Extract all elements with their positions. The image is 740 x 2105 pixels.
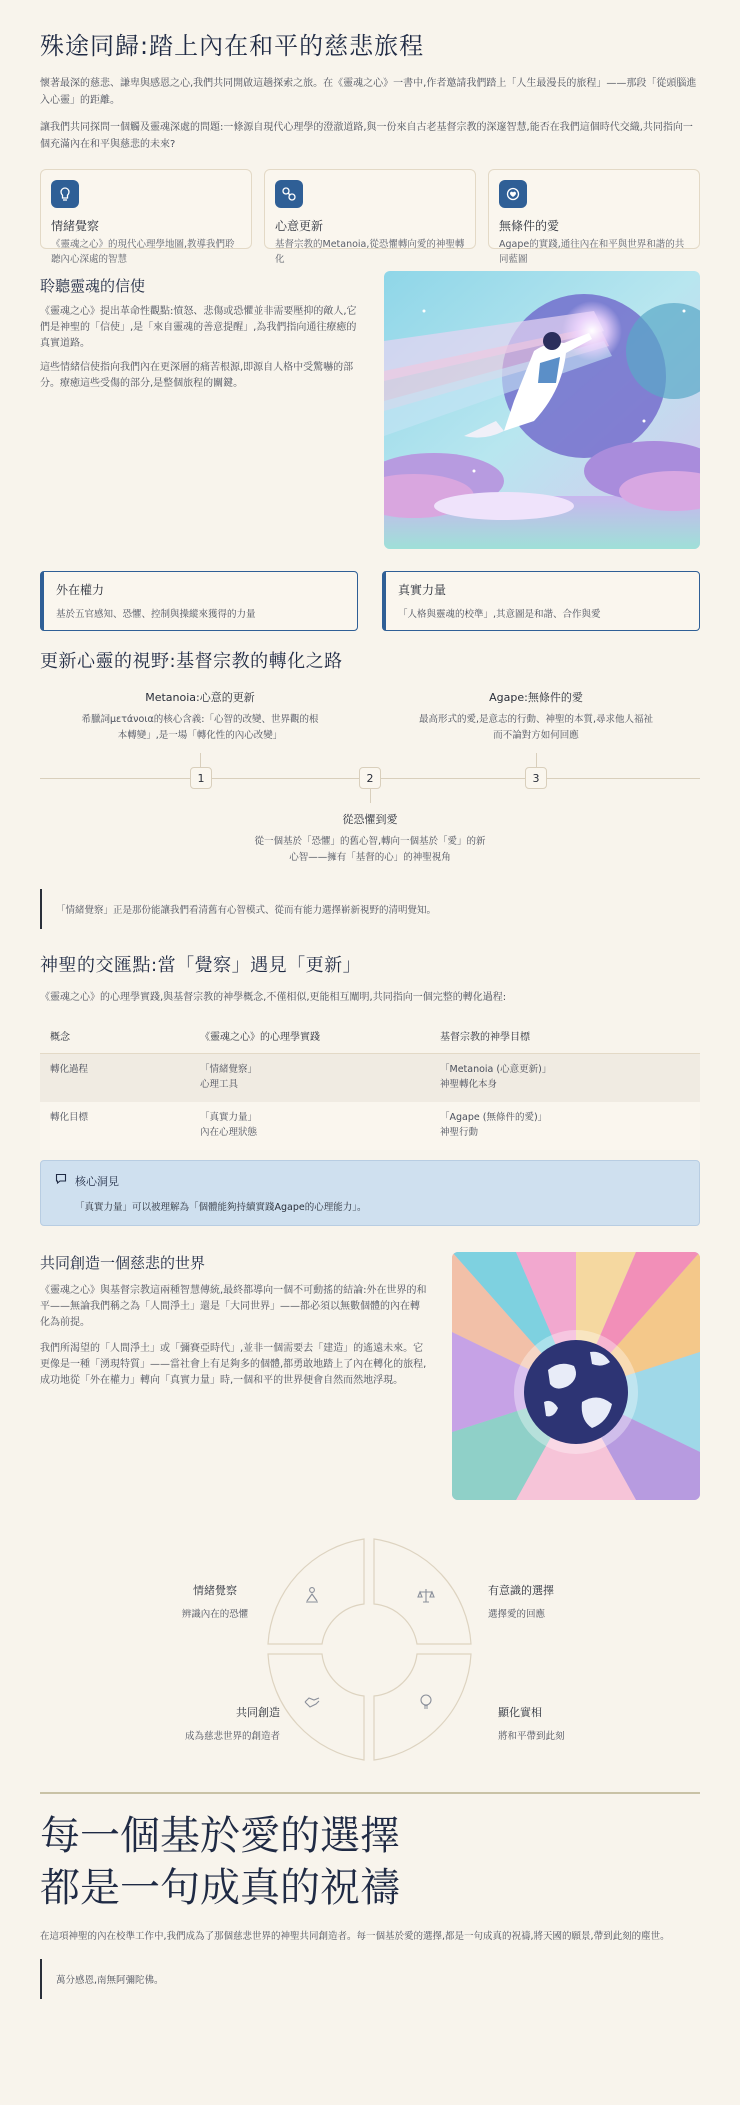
comment-icon xyxy=(55,1173,67,1188)
cycle-step-title: 有意識的選擇 xyxy=(488,1583,554,1597)
cycle-step-desc: 選擇愛的回應 xyxy=(488,1608,546,1620)
core-insight-title: 核心洞見 xyxy=(75,1174,119,1188)
closing-headline xyxy=(40,1810,700,1914)
meet-heading: 神聖的交匯點:當「覺察」遇見「更新」 xyxy=(40,955,362,976)
authentic-power-box xyxy=(382,571,700,631)
handshake-icon xyxy=(305,1698,319,1707)
cycle-step-choice xyxy=(488,1582,628,1620)
timeline-step-2: 2 xyxy=(359,767,381,789)
feature-card-title: 心意更新 xyxy=(275,219,324,233)
power-comparison xyxy=(40,571,700,631)
closing-line-1: 每一個基於愛的選擇 xyxy=(40,1812,400,1859)
table-cell: 轉化過程 xyxy=(40,1054,190,1102)
page-title: 殊途同歸:踏上內在和平的慈悲旅程 xyxy=(40,32,425,60)
timeline-item-fear-to-love xyxy=(250,811,490,866)
feature-card-desc: 《靈魂之心》的現代心理學地圖,教導我們聆聽內心深處的智慧 xyxy=(51,239,235,265)
feature-card-desc: 基督宗教的Metanoia,從恐懼轉向愛的神聖轉化 xyxy=(275,239,465,265)
table-header: 概念 xyxy=(40,1018,190,1054)
cycle-step-title: 共同創造 xyxy=(236,1705,280,1719)
table-cell: 轉化目標 xyxy=(40,1102,190,1150)
timeline-step-1: 1 xyxy=(190,767,212,789)
love-icon xyxy=(499,180,527,208)
table-header: 基督宗教的神學目標 xyxy=(430,1018,700,1054)
cycle-step-desc: 將和平帶到此刻 xyxy=(498,1730,565,1742)
feature-card-renewal xyxy=(264,169,476,265)
timeline-item-desc: 最高形式的愛,是意志的行動、神聖的本質,尋求他人福祉而不論對方如何回應 xyxy=(418,714,654,741)
cycle-step-title: 顯化實相 xyxy=(498,1705,542,1719)
table-header: 《靈魂之心》的心理學實踐 xyxy=(190,1018,430,1054)
timeline-item-title: Metanoia:心意的更新 xyxy=(145,691,255,704)
table-cell: 「Metanoia (心意更新)」 神聖轉化本身 xyxy=(430,1054,700,1102)
timeline-item-title: Agape:無條件的愛 xyxy=(489,691,583,704)
listen-heading: 聆聽靈魂的信使 xyxy=(40,277,146,295)
closing-paragraph: 在這項神聖的內在校準工作中,我們成為了那個慈悲世界的神聖共同創造者。每一個基於愛的選擇,都是一句成真的祝禱,將天國的願景,帶到此刻的塵世。 xyxy=(40,1930,670,1942)
timeline-item-metanoia xyxy=(80,689,320,744)
timeline-step-3: 3 xyxy=(525,767,547,789)
intro-paragraph-2: 讓我們共同探問一個觸及靈魂深處的問題:一條源自現代心理學的澄澈道路,與一份來自古老基督宗教的深邃智慧,能否在我們這個時代交織,共同指向一個充滿內在和平與慈悲的未來? xyxy=(40,122,693,150)
cycle-step-title: 情緒覺察 xyxy=(193,1583,237,1597)
power-box-title: 外在權力 xyxy=(56,583,105,597)
table-cell: 「情緒覺察」 心理工具 xyxy=(190,1054,430,1102)
meditation-icon xyxy=(306,1587,318,1601)
cycle-step-desc: 辨識內在的恐懼 xyxy=(181,1608,249,1620)
cocreate-paragraph-1: 《靈魂之心》與基督宗教這兩種智慧傳統,最終都導向一個不可動搖的結論:外在世界的和平——無論我們稱之為「人間淨土」還是「大同世界」——都必須以無數個體的內在轉化為前提。 xyxy=(40,1284,427,1328)
table-row xyxy=(40,1054,700,1102)
feature-card-emotion xyxy=(40,169,252,265)
table-cell: 「真實力量」 內在心理狀態 xyxy=(190,1102,430,1150)
listen-paragraph-1: 《靈魂之心》提出革命性觀點:憤怒、悲傷或恐懼並非需要壓抑的敵人,它們是神聖的「信使」,是「來自靈魂的善意提醒」,為我們指向通往療癒的真實道路。 xyxy=(40,306,357,349)
power-box-desc: 基於五官感知、恐懼、控制與操縱來獲得的力量 xyxy=(56,609,256,620)
cocreate-section xyxy=(40,1252,700,1500)
lightbulb-icon xyxy=(421,1695,431,1708)
cycle-step-manifest xyxy=(498,1704,638,1742)
core-insight-callout xyxy=(40,1160,700,1226)
core-insight-text: 「真實力量」可以被理解為「個體能夠持續實踐Agape的心理能力」。 xyxy=(75,1201,367,1213)
renew-quote: 「情緒覺察」正是那份能讓我們看清舊有心智模式、從而有能力選擇嶄新視野的清明覺知。 xyxy=(40,889,700,929)
timeline-item-desc: 從一個基於「恐懼」的舊心智,轉向一個基於「愛」的新心智——擁有「基督的心」的神聖視角 xyxy=(254,836,486,863)
feature-cards xyxy=(40,169,700,265)
power-box-desc: 「人格與靈魂的校準」,其意圖是和諧、合作與愛 xyxy=(398,609,601,620)
renew-heading: 更新心靈的視野:基督宗教的轉化之路 xyxy=(40,651,343,672)
divider xyxy=(40,1792,700,1794)
timeline-item-agape xyxy=(416,689,656,744)
renewal-icon xyxy=(275,180,303,208)
feature-card-title: 情緒覺察 xyxy=(51,219,100,233)
closing-blessing: 萬分感恩,南無阿彌陀佛。 xyxy=(40,1959,700,1999)
listen-section xyxy=(40,271,700,549)
meet-intro: 《靈魂之心》的心理學實踐,與基督宗教的神學概念,不僅相似,更能相互闡明,共同指向一個完整的轉化過程: xyxy=(40,992,507,1003)
cycle-wheel xyxy=(40,1520,700,1778)
comparison-table xyxy=(40,1018,700,1150)
listen-paragraph-2: 這些情緒信使指向我們內在更深層的痛苦根源,即源自人格中受驚嚇的部分。療癒這些受傷的部分,是整個旅程的關鍵。 xyxy=(40,362,354,389)
globe-illustration xyxy=(452,1252,700,1500)
balance-icon xyxy=(418,1589,434,1602)
flying-figure-illustration xyxy=(384,271,700,549)
cocreate-heading: 共同創造一個慈悲的世界 xyxy=(40,1253,206,1272)
timeline-tick xyxy=(370,789,371,803)
timeline-item-desc: 希臘詞μετάνοια的核心含義:「心智的改變、世界觀的根本轉變」,是一場「轉化性的內心改變」 xyxy=(81,714,319,741)
feature-card-title: 無條件的愛 xyxy=(499,219,560,233)
table-row xyxy=(40,1102,700,1150)
emotion-icon xyxy=(51,180,79,208)
cycle-step-desc: 成為慈悲世界的創造者 xyxy=(184,1730,280,1742)
feature-card-desc: Agape的實踐,通往內在和平與世界和諧的共同藍圖 xyxy=(499,239,685,265)
cycle-step-cocreate xyxy=(130,1704,280,1742)
timeline-tick xyxy=(200,753,201,767)
feature-card-love xyxy=(488,169,700,265)
closing-line-2: 都是一句成真的祝禱 xyxy=(40,1864,400,1911)
power-box-title: 真實力量 xyxy=(398,583,447,597)
timeline-tick xyxy=(536,753,537,767)
table-cell: 「Agape (無條件的愛)」 神聖行動 xyxy=(430,1102,700,1150)
external-power-box xyxy=(40,571,358,631)
transformation-timeline xyxy=(40,683,700,883)
intro-paragraph-1: 懷著最深的慈悲、謙卑與感恩之心,我們共同開啟這趟探索之旅。在《靈魂之心》一書中,作者邀請我們踏上「人生最漫長的旅程」——那段「從頭腦進入心靈」的距離。 xyxy=(40,78,697,106)
timeline-item-title: 從恐懼到愛 xyxy=(342,813,398,826)
cycle-step-emotion xyxy=(150,1582,280,1620)
cocreate-paragraph-2: 我們所渴望的「人間淨土」或「彌賽亞時代」,並非一個需要去「建造」的遙遠未來。它更像是一種「湧現特質」——當社會上有足夠多的個體,都勇敢地踏上了內在轉化的旅程,成功地從「外在權力」轉向「真實力量」時,一個和平的世界便會自然而然地浮現。 xyxy=(40,1342,427,1386)
